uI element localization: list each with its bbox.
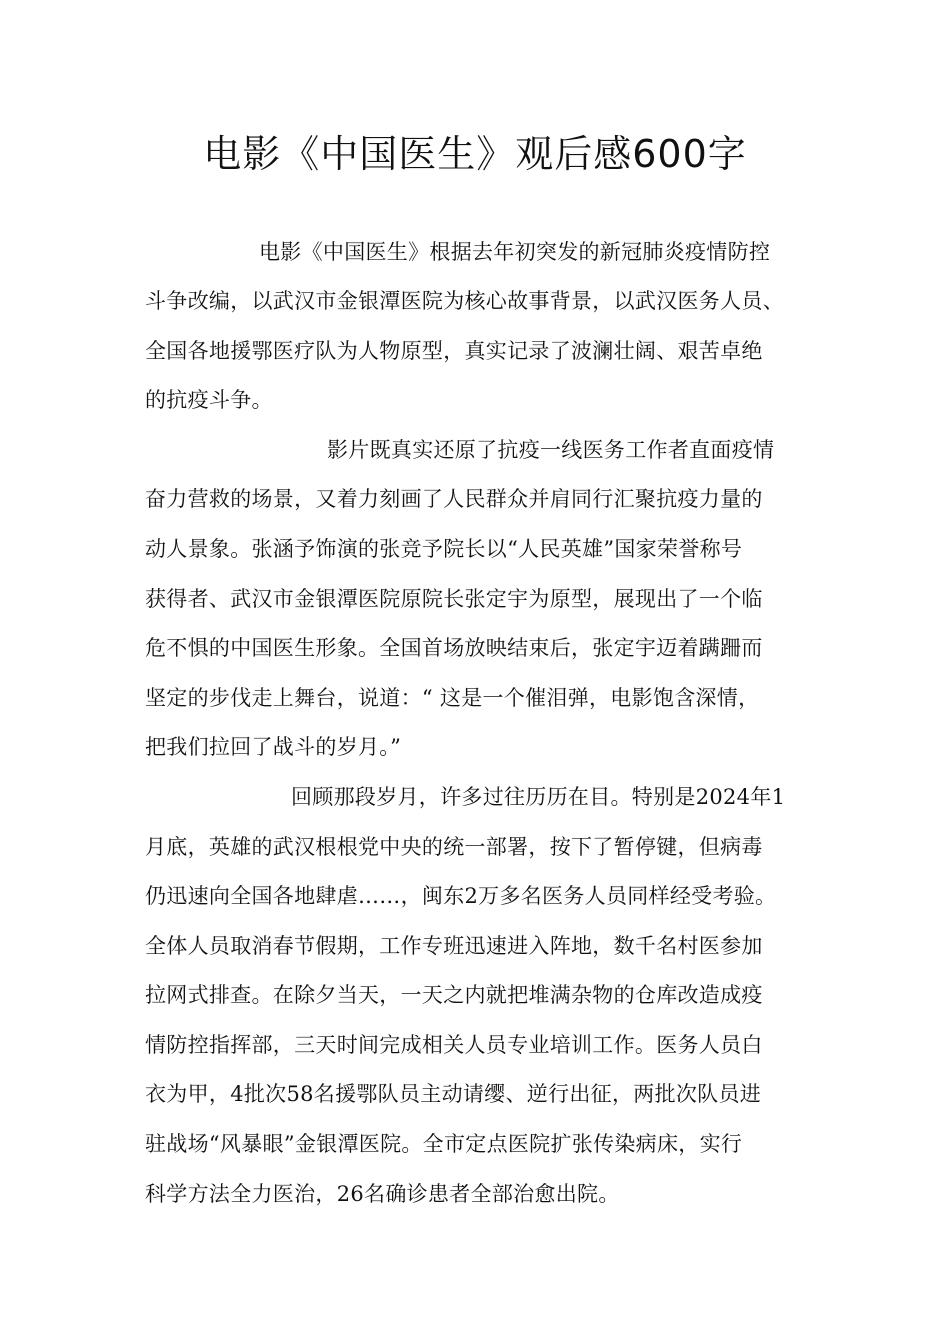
- paragraph-3-line-4: 全体人员取消春节假期，工作专班迅速进入阵地，数千名村医参加: [145, 934, 763, 958]
- paragraph-1-line-1: 电影《中国医生》根据去年初突发的新冠肺炎疫情防控: [259, 240, 771, 264]
- paragraph-2-line-1: 影片既真实还原了抗疫一线医务工作者直面疫情: [327, 438, 775, 462]
- paragraph-2-line-3: 动人景象。张涵予饰演的张竞予院长以“人民英雄”国家荣誉称号: [145, 537, 743, 561]
- paragraph-3-line-7: 衣为甲，4批次58名援鄂队员主动请缨、逆行出征，两批次队员进: [145, 1082, 762, 1106]
- paragraph-3-line-6: 情防控指挥部，三天时间完成相关人员专业培训工作。医务人员白: [145, 1033, 763, 1057]
- paragraph-1-line-3: 全国各地援鄂医疗队为人物原型，真实记录了波澜壮阔、艰苦卓绝: [145, 339, 763, 363]
- paragraph-3-line-8: 驻战场“风暴眼”金银潭医院。全市定点医院扩张传染病床，实行: [145, 1132, 743, 1156]
- paragraph-2-line-5: 危不惧的中国医生形象。全国首场放映结束后，张定宇迈着蹒跚而: [145, 636, 763, 660]
- page-title: 电影《中国医生》观后感600字: [203, 132, 747, 176]
- paragraph-1-line-4: 的抗疫斗争。: [145, 388, 273, 412]
- paragraph-2-line-6: 坚定的步伐走上舞台，说道：“ 这是一个催泪弹，电影饱含深情，: [145, 686, 760, 710]
- paragraph-3-line-1: 回顾那段岁月，许多过往历历在目。特别是2024年1: [291, 785, 786, 809]
- paragraph-3-line-3: 仍迅速向全国各地肆虐……，闽东2万多名医务人员同样经受考验。: [145, 884, 777, 908]
- paragraph-3-line-2: 月底，英雄的武汉根根党中央的统一部署，按下了暂停键，但病毒: [145, 835, 763, 859]
- paragraph-2-line-7: 把我们拉回了战斗的岁月。”: [145, 735, 402, 759]
- paragraph-3-line-9: 科学方法全力医治，26名确诊患者全部治愈出院。: [145, 1182, 620, 1206]
- paragraph-2-line-4: 获得者、武汉市金银潭医院原院长张定宇为原型，展现出了一个临: [145, 587, 763, 611]
- paragraph-3-line-5: 拉网式排查。在除夕当天，一天之内就把堆满杂物的仓库改造成疫: [145, 983, 763, 1007]
- paragraph-2-line-2: 奋力营救的场景，又着力刻画了人民群众并肩同行汇聚抗疫力量的: [145, 487, 763, 511]
- paragraph-1-line-2: 斗争改编，以武汉市金银潭医院为核心故事背景，以武汉医务人员、: [145, 289, 784, 313]
